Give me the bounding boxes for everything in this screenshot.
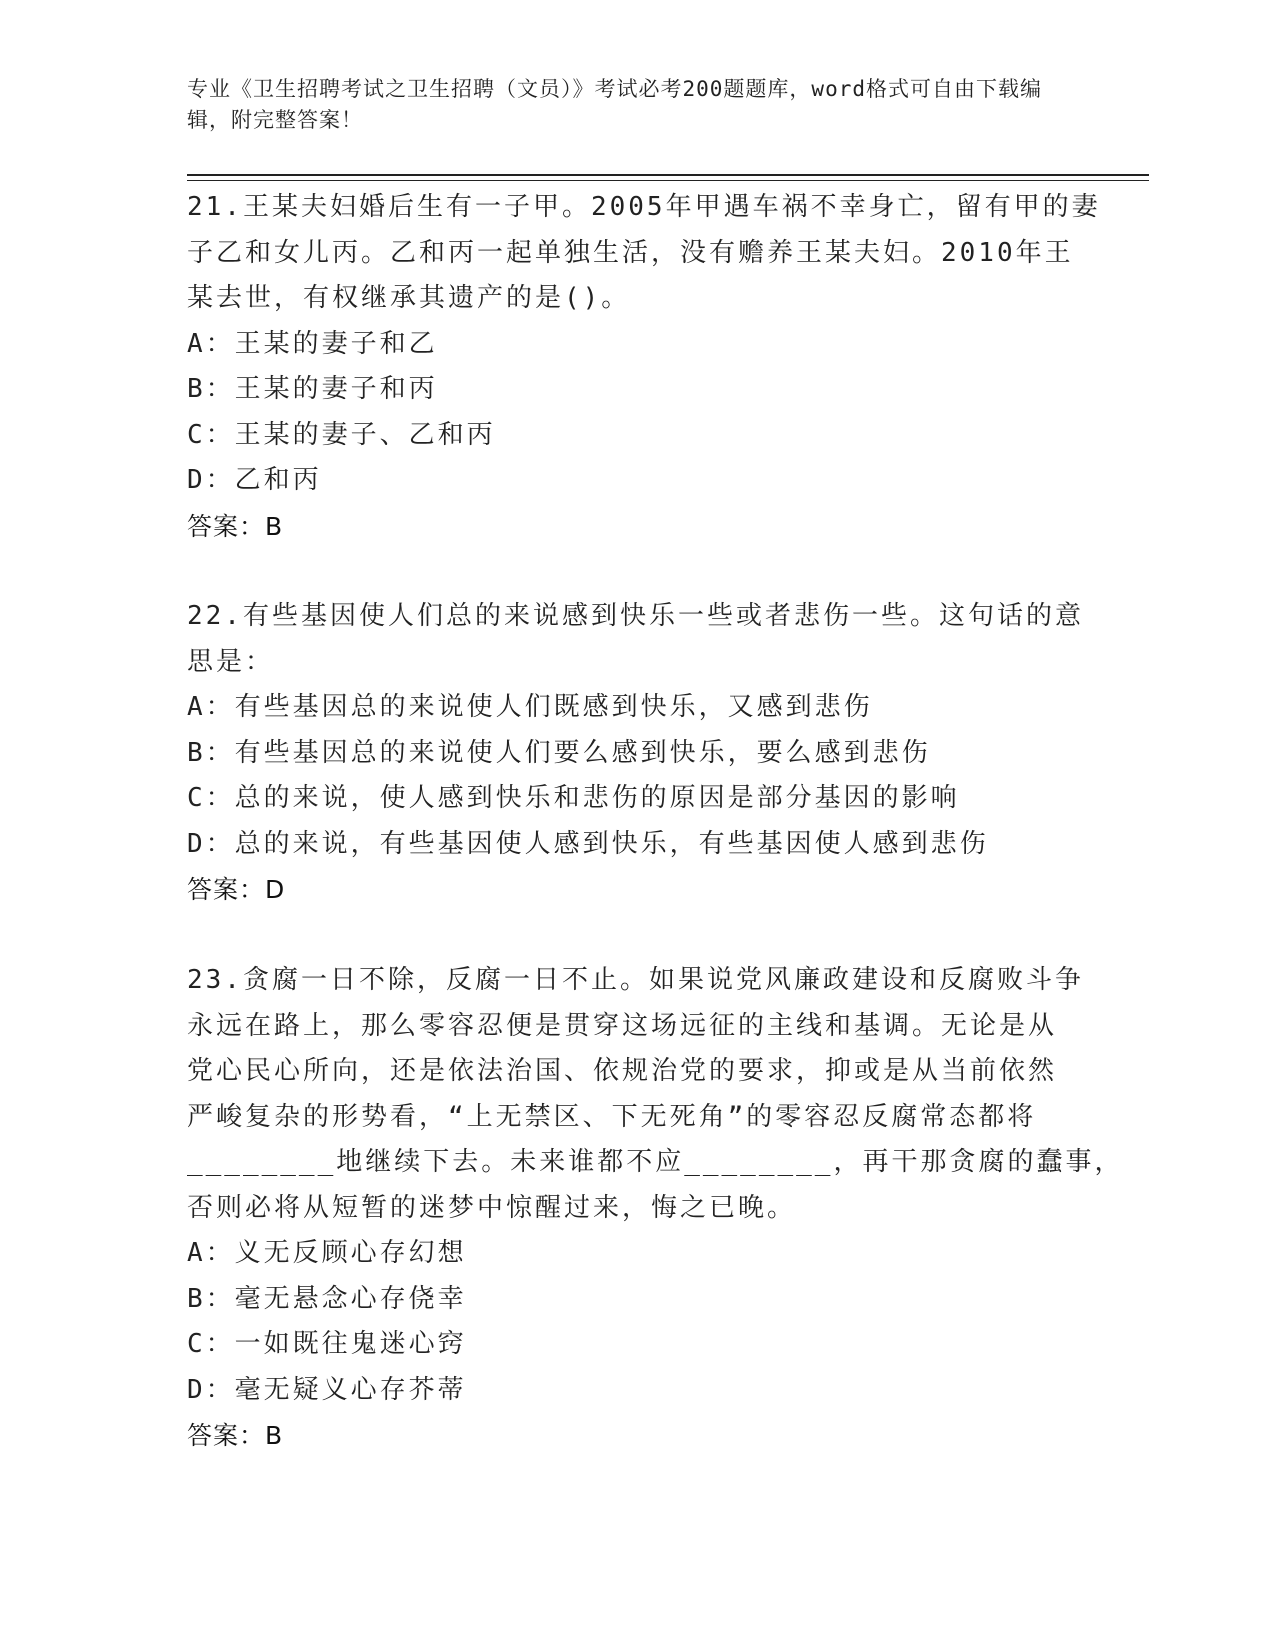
document-header: 专业《卫生招聘考试之卫生招聘（文员）》考试必考200题题库，word格式可自由下载编辑，附完整答案！ [187,77,1042,132]
option-a: A：有些基因总的来说使人们既感到快乐，又感到悲伤 [187,692,873,722]
question-stem-line: 党心民心所向，还是依法治国、依规治党的要求，抑或是从当前依然 [187,1056,1058,1086]
option-d: D：乙和丙 [187,465,322,495]
answer-label: 答案：B [187,1421,284,1450]
question-stem-line: 子乙和女儿丙。乙和丙一起单独生活，没有赡养王某夫妇。2010年王 [187,237,1074,268]
question-stem-line: 严峻复杂的形势看，“上无禁区、下无死角”的零容忍反腐常态都将 [187,1101,1037,1132]
header-rule-thick [187,174,1149,176]
question-stem-line: 22.有些基因使人们总的来说感到快乐一些或者悲伤一些。这句话的意 [187,601,1084,631]
question-stem-line: 永远在路上，那么零容忍便是贯穿这场远征的主线和基调。无论是从 [187,1010,1058,1041]
answer-label: 答案：B [187,511,284,541]
question-stem-line: 思是： [187,646,275,677]
question-stem-line: 21.王某夫妇婚后生有一子甲。2005年甲遇车祸不幸身亡，留有甲的妻 [187,192,1101,222]
option-c: C：一如既往鬼迷心窍 [187,1329,467,1359]
option-b: B：毫无悬念心存侥幸 [187,1283,467,1314]
option-b: B：王某的妻子和丙 [187,374,438,404]
question-stem-line: 否则必将从短暂的迷梦中惊醒过来，悔之已晚。 [187,1192,797,1223]
option-d: D：毫无疑义心存芥蒂 [187,1374,467,1405]
option-a: A：王某的妻子和乙 [187,328,438,359]
answer-label: 答案：D [187,875,286,904]
question-23 [187,958,1124,1459]
question-stem-line: ________地继续下去。未来谁都不应________，再干那贪腐的蠢事， [187,1147,1124,1177]
header-rule-thin [187,180,1149,181]
option-b: B：有些基因总的来说使人们要么感到快乐，要么感到悲伤 [187,737,931,768]
question-stem-line: 某去世，有权继承其遗产的是()。 [187,283,631,313]
question-22 [187,594,1087,913]
option-a: A：义无反顾心存幻想 [187,1238,467,1268]
option-c: C：王某的妻子、乙和丙 [187,419,496,450]
question-21 [187,185,1101,549]
option-d: D：总的来说，有些基因使人感到快乐，有些基因使人感到悲伤 [187,828,989,859]
option-c: C：总的来说，使人感到快乐和悲伤的原因是部分基因的影响 [187,783,960,813]
question-stem-line: 23.贪腐一日不除，反腐一日不止。如果说党风廉政建设和反腐败斗争 [187,965,1084,995]
